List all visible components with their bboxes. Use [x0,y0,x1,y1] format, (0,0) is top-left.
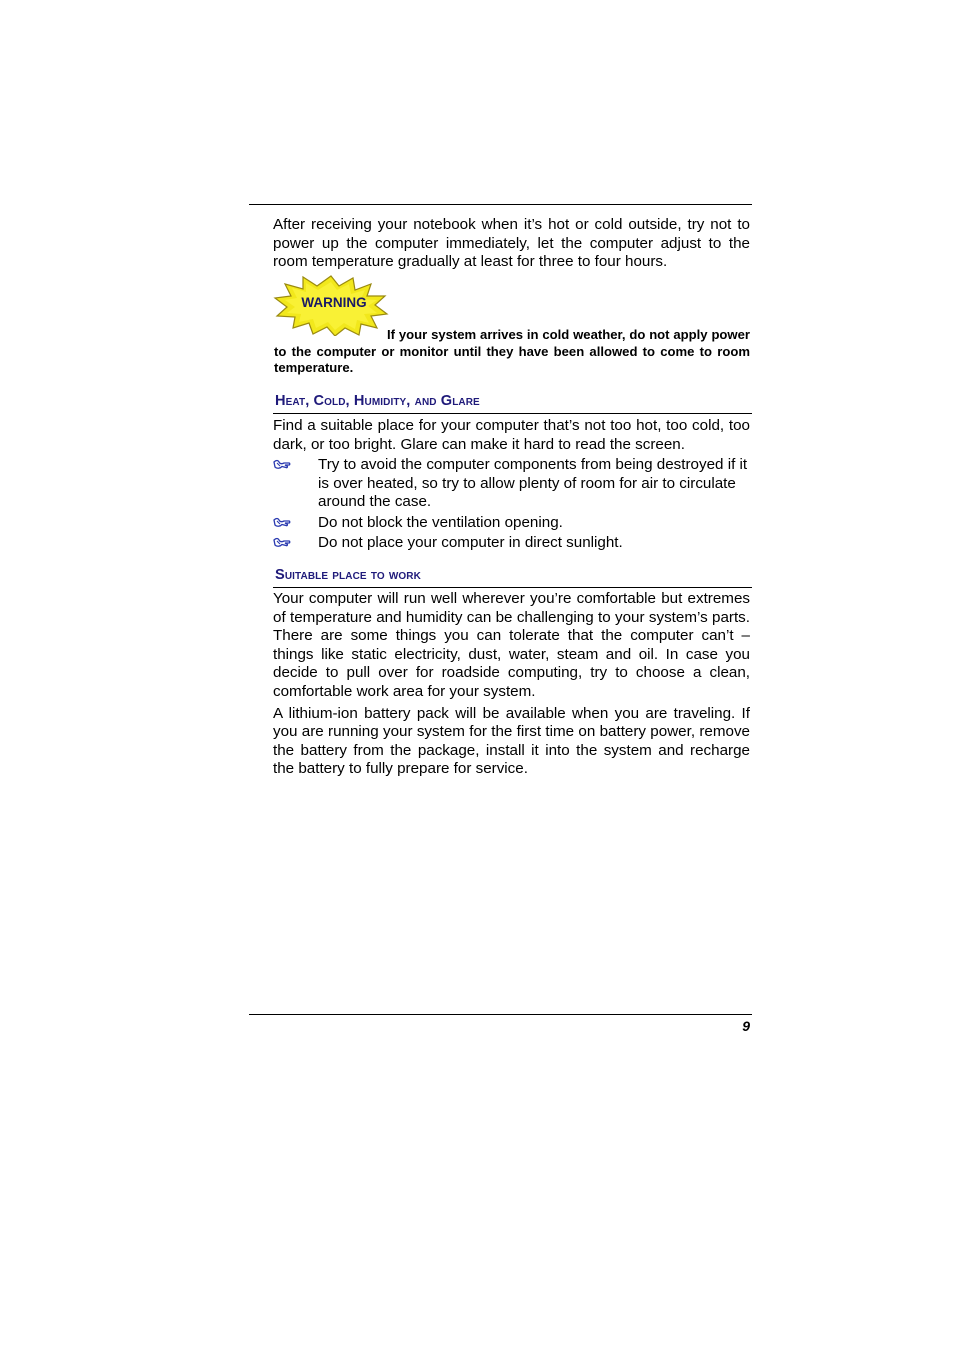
bullet-text: Do not block the ventilation opening. [318,513,563,531]
heat-body-block [273,417,750,454]
heading-rule-heat [273,413,752,414]
bullet-hand-icon [273,517,291,529]
work-paragraph-1: Your computer will run well wherever you’re comfortable but extremes of temperature and humidity can be challenging to your system’s parts. There are some things you can tolerate that the computer can’t – things like static electricity, dust, water, steam and oil. In case you decide to pull over for roadside computing, try to choose a clean, comfortable work area for your system. [273,590,750,700]
bullet-hand-icon [273,537,291,549]
header-rule [249,204,752,205]
list-item [273,456,750,512]
bullet-text: Do not place your computer in direct sunlight. [318,534,623,552]
warning-text: If your system arrives in cold weather, do not apply power to the computer or monitor until they have been allowed to come to room temperature. [274,327,750,376]
heading-heat-cold: Heat, Cold, Humidity, and Glare [275,393,480,409]
list-item [273,514,750,533]
work-paragraph-2: A lithium-ion battery pack will be available when you are traveling. If you are running your system for the first time on battery power, remove the battery from the package, install it into the system and recharge the battery to fully prepare for service. [273,704,750,778]
page-number: 9 [742,1018,750,1034]
heat-bullet-list [273,456,750,555]
heading-suitable-place: Suitable place to work [275,567,421,583]
bullet-text: Try to avoid the computer components from being destroyed if it is over heated, so try to allow plenty of room for air to circulate around the case. [318,456,748,511]
heat-paragraph: Find a suitable place for your computer that’s not too hot, too cold, too dark, or too bright. Glare can make it hard to read the screen. [273,417,750,453]
list-item [273,534,750,553]
work-body-block [273,590,750,779]
bullet-hand-icon [273,459,291,471]
heading-rule-work [273,587,752,588]
warning-badge-label: WARNING [301,295,367,310]
warning-block [273,274,750,378]
intro-block [273,216,750,272]
footer-rule [249,1014,752,1015]
intro-paragraph: After receiving your notebook when it’s hot or cold outside, try not to power up the computer immediately, let the computer adjust to the room temperature gradually at least for three to four hours. [273,216,750,271]
